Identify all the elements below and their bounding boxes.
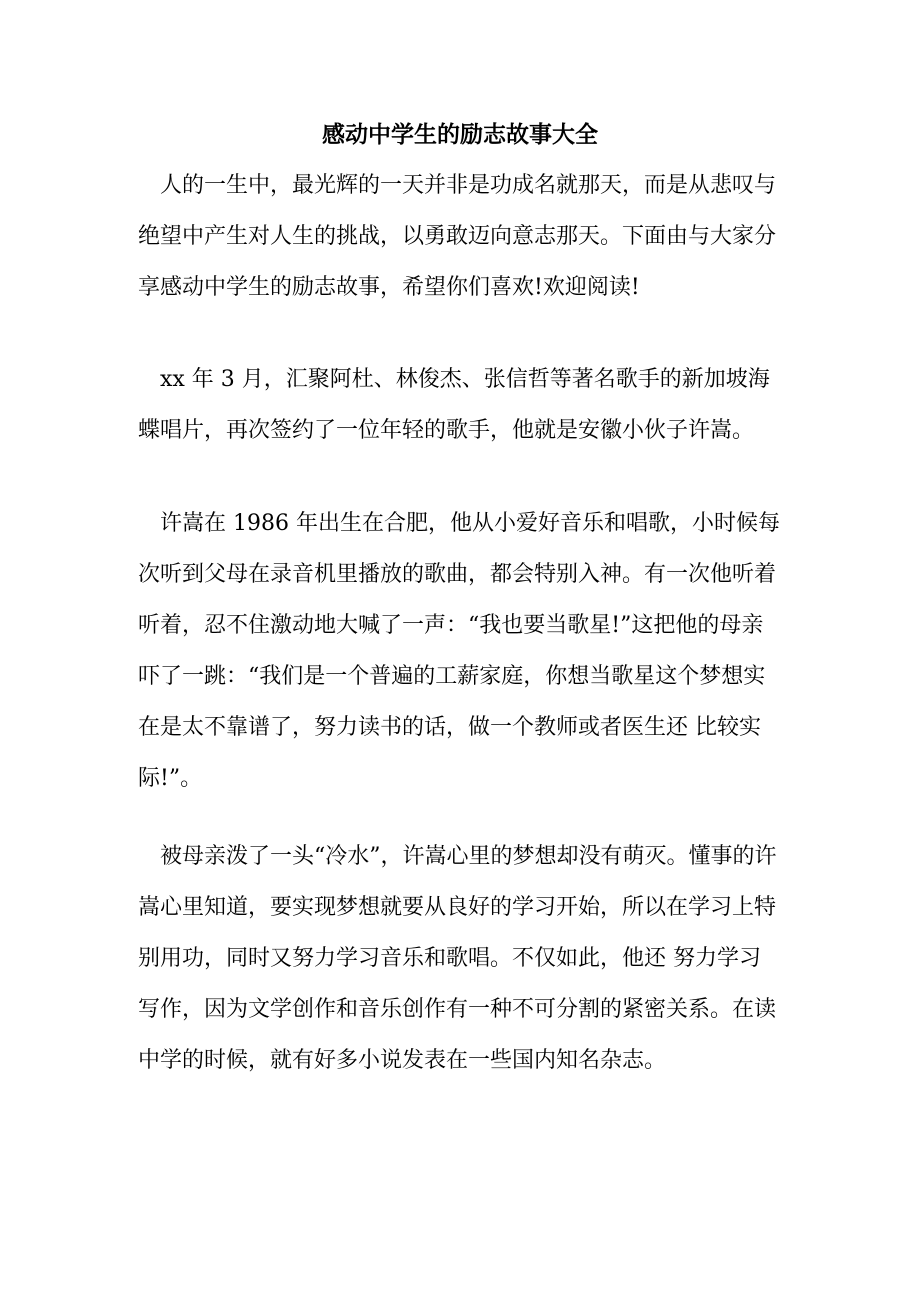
paragraph-signing: xx 年 3 月，汇聚阿杜、林俊杰、张信哲等著名歌手的新加坡海蝶唱片，再次签约了一位年轻的歌手，他就是安徽小伙子许嵩。 [138, 367, 770, 443]
paragraph-childhood: 许嵩在 1986 年出生在合肥，他从小爱好音乐和唱歌，小时候每次听到父母在录音机里播放的歌曲，都会特别入神。有一次他听着听着，忍不住激动地大喊了一声：“我也要当歌星!”这把他的母亲吓了一跳：“我们是一个普遍的工薪家庭，你想当歌星这个梦想实在是太不靠谱了，努力读书的话，做一个教师或者医生还 比较实际!”。 [138, 511, 780, 791]
document-title: 感动中学生的励志故事大全 [322, 121, 598, 148]
paragraph-dream: 被母亲泼了一头“冷水”，许嵩心里的梦想却没有萌灭。懂事的许嵩心里知道，要实现梦想就要从良好的学习开始，所以在学习上特别用功，同时又努力学习音乐和歌唱。不仅如此，他还 努力学习写作，因为文学创作和音乐创作有一种不可分割的紧密关系。在读中学的时候，就有好多小说发表在一些国内知名杂志。 [138, 844, 777, 1073]
paragraph-intro: 人的一生中，最光辉的一天并非是功成名就那天，而是从悲叹与绝望中产生对人生的挑战，以勇敢迈向意志那天。下面由与大家分享感动中学生的励志故事，希望你们喜欢!欢迎阅读! [138, 173, 777, 300]
